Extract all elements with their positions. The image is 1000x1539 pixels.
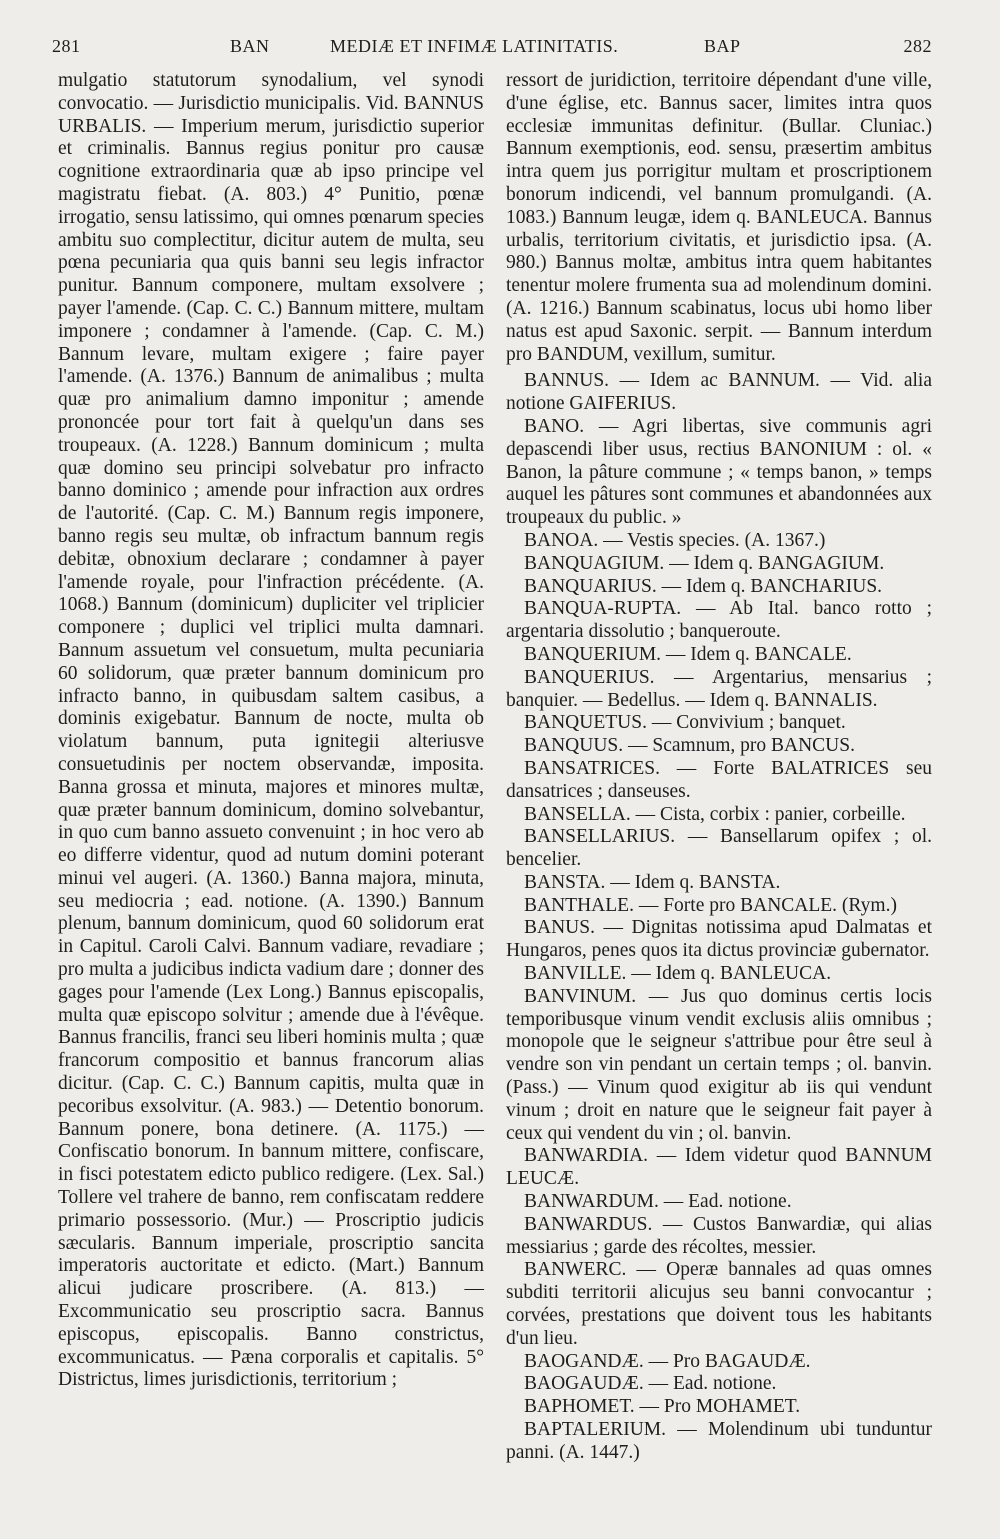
running-header — [52, 36, 932, 66]
entry-banquerius: BANQUERIUS. — Argentarius, mensarius ; banquier. — Bedellus. — Idem q. BANNALIS. — [506, 666, 932, 711]
entry-banquetus: BANQUETUS. — Convivium ; banquet. — [524, 712, 846, 734]
running-title: MEDIÆ ET INFIMÆ LATINITATIS. — [330, 36, 619, 56]
entry-banquarius: BANQUARIUS. — Idem q. BANCHARIUS. — [524, 575, 883, 597]
entry-bansta: BANSTA. — Idem q. BANSTA. — [524, 871, 781, 893]
entry-banville: BANVILLE. — Idem q. BANLEUCA. — [524, 963, 832, 985]
entry-bannus: BANNUS. — Idem ac BANNUM. — Vid. alia notione GAIFERIUS. — [506, 370, 932, 415]
entry-banus: BANUS. — Dignitas notissima apud Dalmatas et Hungaros, penes quos ita dictus provinciæ gubernator. — [506, 917, 932, 962]
entry-banwardum: BANWARDUM. — Ead. notione. — [524, 1191, 792, 1213]
left-column-text: mulgatio statutorum synodalium, vel synodi convocatio. — Jurisdictio municipalis. Vid. BANNUS URBALIS. — Imperium merum, jurisdictio superior et criminalis. Bannus regius ponitur pro causæ cognitione extraordinaria quæ ab ipso principe vel magistratu fiebat. (A. 803.) 4° Punitio, pœnæ irrogatio, sensu latissimo, qui omnes pœnarum species ambitu suo complectitur, dicitur autem de multa, seu pœna pecuniaria qua quis banni seu legis infractor punitur. Bannum componere, multam exsolvere ; payer l'amende. (Cap. C. C.) Bannum mittere, multam imponere ; condamner à l'amende. (Cap. C. M.) Bannum levare, multam exigere ; faire payer l'amende. (A. 1376.) Bannum de animalibus ; multa quæ pro animalium damno imponitur ; amende prononcée pour tort fait à quelqu'un dans ses troupeaux. (A. 1228.) Bannum dominicum ; multa quæ domino seu principi solvebatur pro infracto banno dominico ; amende pour infraction aux ordres de l'autorité. (Cap. C. M.) Bannum regis imponere, banno regis seu multæ, ob infractum bannum regis debitæ, obnoxium declarare ; condamner à payer l'amende royale, pour l'infraction précédente. (A. 1068.) Bannum (dominicum) dupliciter vel triplicier componere ; duplici vel triplici multa damnari. Bannum assuetum vel consuetum, multa pecuniaria 60 solidorum, quæ præter bannum dominicum pro infracto banno, in quibusdam saltem casibus, a dominis exigebatur. Bannum de nocte, multa ob violatum bannum, puta ignitegii alteriusve consuetudinis per noctem observandæ, imposita. Banna grossa et minuta, majores et minores multæ, quæ præter bannum dominicum, domino solvebantur, in quo cum banno assueto convenuint ; in hoc vero ab eo differre videntur, quod ad nutum domini poterant minui vel augeri. (A. 1360.) Banna majora, minuta, seu mediocria ; ead. notione. (A. 1390.) Bannum plenum, bannum dominicum, quod 60 solidorum erat in Capitul. Caroli Calvi. Bannum vadiare, revadiare ; pro multa a judicibus indicta vadium dare ; donner des gages pour l'amende (Lex Long.) Bannus episcopalis, multa quæ episcopo solvitur ; amende due à l'évêque. Bannus francilis, franci seu liberi hominis multa ; quæ francorum compositio et bannus francorum alias dicitur. (Cap. C. C.) Bannum capitis, multa quæ in pecoribus exsolvitur. (A. 983.) — Detentio bonorum. Bannum ponere, bona detinere. (A. 1175.) — Confiscatio bonorum. In bannum mittere, confiscare, in fisci potestatem edicto publico redigere. (Lex. Sal.) Tollere vel trahere de banno, rem confiscatam reddere primario possessorio. (Mur.) — Proscriptio judicis sæcularis. Bannum imperiale, proscriptio sancita imperatoris auctoritate et edicto. (Mart.) Bannum alicui judicare proscribere. (A. 813.) — Excommunicatio seu proscriptio sacra. Bannus episcopus, episcopalis. Banno constrictus, excommunicatus. — Pæna corporalis et capitalis. 5° Districtus, limes jurisdictionis, territorium ; — [58, 70, 484, 1391]
entry-banquus: BANQUUS. — Scamnum, pro BANCUS. — [524, 735, 855, 757]
entry-banthale: BANTHALE. — Forte pro BANCALE. (Rym.) — [524, 894, 897, 916]
entry-banquerium: BANQUERIUM. — Idem q. BANCALE. — [524, 643, 852, 665]
entry-baogaudae: BAOGAUDÆ. — Ead. notione. — [524, 1373, 777, 1395]
entry-banvinum: BANVINUM. — Jus quo dominus certis locis temporibusque vinum vendit exclusis aliis omnibus ; monopole que le seigneur s'attribue pour être seul à vendre son vin pendant un certain temps ; ol. banvin. (Pass.) — Vinum quod exigitur ab iis qui vendunt vinum ; droit en nature que le seigneur fait payer à ceux qui vendent du vin ; ol. banvin. — [506, 985, 932, 1144]
entry-banwerc: BANWERC. — Operæ bannales ad quas omnes subditi territorii alicujus seu banni convocantur ; corvées, prestations que doivent tous les habitants d'un lieu. — [506, 1259, 932, 1349]
entry-banquagium: BANQUAGIUM. — Idem q. BANGAGIUM. — [524, 552, 885, 574]
entry-baphomet: BAPHOMET. — Pro MOHAMET. — [524, 1396, 801, 1418]
entry-banwardia: BANWARDIA. — Idem videtur quod BANNUM LEUCÆ. — [506, 1145, 932, 1190]
entry-bansellarius: BANSELLARIUS. — Bansellarum opifex ; ol. bencelier. — [506, 826, 932, 871]
entry-continuation: ressort de juridiction, territoire dépendant d'une ville, d'une église, etc. Bannus sacer, limites intra quos ecclesiæ immunitas definitur. (Bullar. Cluniac.) Bannum exemptionis, eod. sensu, præsertim ambitus intra quem jus porrigitur multam et proscriptionem bonorum indicendi, vel bannum promulgandi. (A. 1083.) Bannum leugæ, idem q. BANLEUCA. Bannus urbalis, territorium civitatis, et jurisdictio ipsa. (A. 980.) Bannus moltæ, ambitus intra quem habitantes tenentur molere frumenta sua ad molendinum domini. (A. 1216.) Bannum scabinatus, locus ubi homo liber natus est apud Saxonic. serpit. — Bannum interdum pro BANDUM, vexillum, sumitur. — [506, 70, 932, 365]
headword-right: BAP — [704, 36, 741, 56]
entry-bansella: BANSELLA. — Cista, corbix : panier, corbeille. — [524, 803, 906, 825]
headword-left: BAN — [230, 36, 270, 56]
entry-banwardus: BANWARDUS. — Custos Banwardiæ, qui alias messiarius ; garde des récoltes, messier. — [506, 1213, 932, 1258]
left-column — [58, 70, 484, 1392]
entry-bano: BANO. — Agri libertas, sive communis agri depascendi liber usus, rectius BANONIUM : ol. « Banon, la pâture commune ; « temps banon, » temps auquel les pâtures sont communes et abandonnées aux troupeaux du public. » — [506, 415, 932, 529]
entry-baptalerium: BAPTALERIUM. — Molendinum ubi tunduntur panni. (A. 1447.) — [506, 1419, 932, 1463]
page-number-left: 281 — [52, 36, 81, 56]
right-column — [506, 70, 932, 1465]
entry-banoa: BANOA. — Vestis species. (A. 1367.) — [524, 529, 826, 551]
entry-bansatrices: BANSATRICES. — Forte BALATRICES seu dansatrices ; danseuses. — [506, 757, 932, 802]
entry-baogandae: BAOGANDÆ. — Pro BAGAUDÆ. — [524, 1350, 811, 1372]
entry-banqua-rupta: BANQUA-RUPTA. — Ab Ital. banco rotto ; argentaria dissolutio ; banqueroute. — [506, 598, 932, 643]
page-number-right: 282 — [903, 36, 932, 56]
